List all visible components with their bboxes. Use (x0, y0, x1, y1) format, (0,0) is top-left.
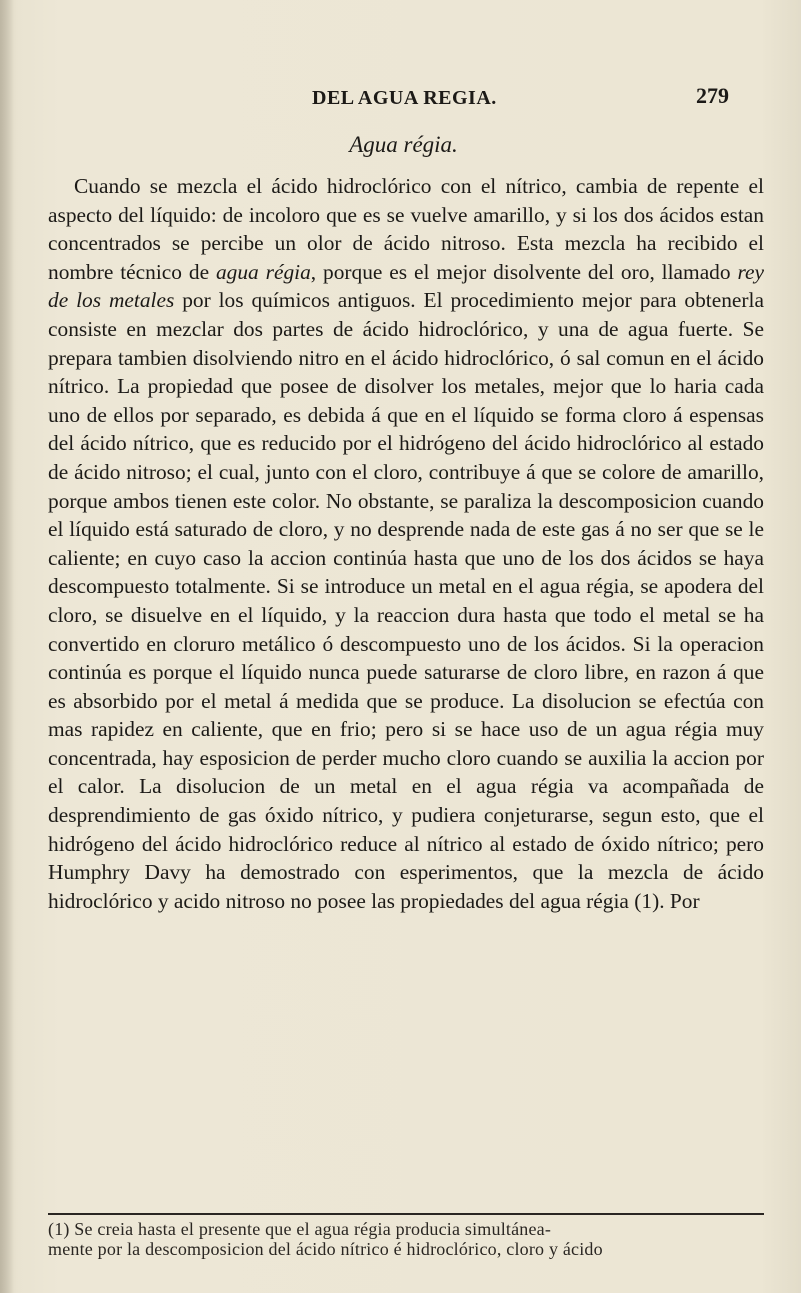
footnote-rule (48, 1213, 764, 1215)
page-number: 279 (696, 83, 729, 108)
footnote (48, 1219, 764, 1259)
term-agua-regia: agua régia (215, 259, 311, 284)
body-text-part-3: por los químicos antiguos. El procedimiento mejor para obtenerla consiste en mezclar dos partes de ácido hidroclórico, y una de agua fuerte. Se prepara tambien disolviendo nitro en el ácido hidroclórico, ó sal comun en el ácido nítrico. La propiedad que posee de disolver los metales, mejor que lo haria cada uno de ellos por separado, es debida á que en el líquido se forma cloro á espensas del ácido nítrico, que es reducido por el hidrógeno del ácido hidroclórico al estado de ácido nitroso; el cual, junto con el cloro, contribuye á que se colore de amarillo, porque ambos tienen este color. No obstante, se paraliza la descomposicion cuando el líquido está saturado de cloro, y no desprende nada de este gas á no ser que se le caliente; en cuyo caso la accion continúa hasta que uno de los dos ácidos se haya descompuesto totalmente. Si se introduce un metal en el agua régia, se apodera del cloro, se disuelve en el líquido, y la reaccion dura hasta que todo el metal se ha convertido en cloruro metálico ó descompuesto uno de los ácidos. Si la operacion continúa es porque el líquido nunca puede saturarse de cloro libre, en razon á que es absorbido por el metal á medida que se produce. La disolucion se efectúa con mas rapidez en caliente, que en frio; pero si se hace uso de un agua régia muy concentrada, hay esposicion de perder mucho cloro cuando se auxilia la accion por el calor. La disolucion de un metal en el agua régia va acompañada de desprendimiento de gas óxido nítrico, y pudiera conjeturarse, segun esto, que el hidrógeno del ácido hidroclórico reduce al nítrico al estado de óxido nítrico; pero Humphry Davy ha demostrado con esperimentos, que la mezcla de ácido hidroclórico y acido nitroso no posee las propiedades del agua régia (1). Por (48, 288, 764, 913)
footnote-line-1: (1) Se creia hasta el presente que el agua régia producia simultánea- (48, 1219, 552, 1239)
body-paragraph (48, 172, 764, 915)
footnote-line-2: mente por la descomposicion del ácido nítrico é hidroclórico, cloro y ácido (48, 1239, 603, 1259)
section-title: Agua régia. (349, 132, 458, 157)
term-rey-de-los-metales: rey de los metales (48, 259, 764, 313)
running-head (0, 83, 801, 113)
binding-shadow (0, 0, 14, 1293)
running-head-title: DEL AGUA REGIA. (312, 87, 497, 109)
body-text-part-1: Cuando se mezcla el ácido hidroclórico con el nítrico, cambia de repente el aspecto del líquido: de incoloro que es se vuelve amarillo, y si los dos ácidos estan concentrados se percibe un olor de ácido nitroso. Esta mezcla ha recibido el nombre técnico de (48, 174, 764, 284)
body-text-part-2: , porque es el mejor disolvente del oro, llamado (310, 259, 738, 284)
